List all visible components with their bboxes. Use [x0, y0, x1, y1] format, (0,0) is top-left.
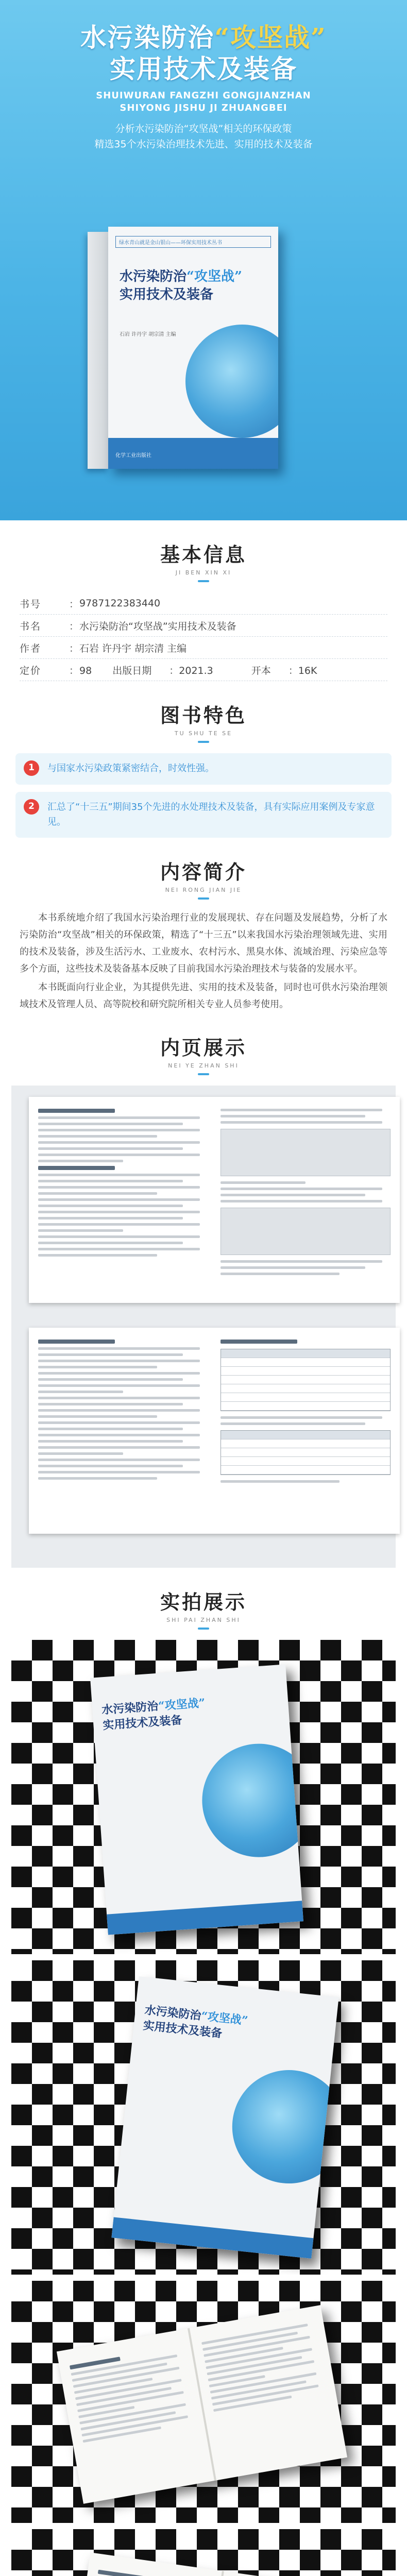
photo-title-line2: 实用技术及装备	[102, 1713, 183, 1732]
photo-book	[111, 1976, 338, 2259]
photo-globe-graphic	[227, 2064, 339, 2189]
photo-book	[90, 1664, 303, 1935]
info-key: 书名	[20, 620, 42, 632]
feature-item	[15, 792, 392, 838]
hero-title-part1: 水污染防治	[80, 22, 215, 53]
photo-open-book	[57, 2305, 347, 2504]
page-right	[221, 1336, 391, 1526]
section-subtitle: JI BEN XIN XI	[175, 569, 232, 576]
section-subtitle: NEI RONG JIAN JIE	[165, 887, 242, 894]
summary-paragraph: 本书既面向行业企业，为其提供先进、实用的技术及装备，同时也可供水污染治理领域技术及管理人员、高等院校和研究院所相关专业人员参考使用。	[20, 982, 387, 1010]
info-row-pricing: 定价 ： 98 出版日期 ：2021.3 开本 ：16K	[20, 659, 387, 681]
hero-pinyin-line1: SHUIWURAN FANGZHI GONGJIANZHAN	[96, 90, 311, 101]
photo-book-front	[11, 1640, 396, 1954]
info-value: 水污染防治“攻坚战”实用技术及装备	[79, 620, 236, 632]
feature-number-badge: 2	[24, 799, 39, 815]
photo-open-book	[69, 2552, 356, 2576]
basic-info-list	[0, 592, 407, 681]
cover-authors: 石岩 许丹宇 胡宗清 主编	[120, 332, 176, 337]
page-spread	[29, 1328, 400, 1534]
hero-title-line2: 实用技术及装备	[110, 54, 297, 84]
photo-book-open	[11, 2281, 396, 2523]
section-divider	[198, 1073, 209, 1075]
summary-body	[0, 910, 407, 1013]
section-subtitle: SHI PAI ZHAN SHI	[166, 1616, 241, 1623]
page-left	[38, 1336, 208, 1526]
page-figure	[221, 1129, 391, 1176]
page-table	[221, 1349, 391, 1411]
photo-title-part1: 水污染防治	[101, 1699, 159, 1717]
feature-number-badge: 1	[24, 760, 39, 776]
hero-banner	[0, 0, 407, 520]
book-spine	[88, 232, 108, 469]
interior-section	[0, 1032, 407, 1568]
cover-title-part1: 水污染防治	[120, 269, 187, 284]
features-header	[0, 700, 407, 743]
section-divider	[198, 897, 209, 900]
hero-desc-line2: 精选35个水污染治理技术先进、实用的技术及装备	[94, 138, 313, 150]
section-divider	[198, 741, 209, 743]
info-row-title: 书名 ： 水污染防治“攻坚战”实用技术及装备	[20, 615, 387, 637]
info-row-author: 作者 ： 石岩 许丹宇 胡宗清 主编	[20, 637, 387, 659]
section-subtitle: NEI YE ZHAN SHI	[168, 1062, 239, 1069]
price-value: 98	[79, 665, 92, 676]
features-list	[0, 753, 407, 838]
page-figure	[221, 1208, 391, 1255]
feature-item	[15, 753, 392, 785]
page-left	[38, 1105, 208, 1295]
hero-title	[0, 0, 407, 84]
hero-desc-line1: 分析水污染防治“攻坚战”相关的环保政策	[115, 123, 292, 134]
basic-info-section	[0, 539, 407, 681]
section-divider	[198, 580, 209, 582]
photos-header	[0, 1586, 407, 1630]
page-spread	[29, 1097, 400, 1303]
basic-info-header	[0, 539, 407, 582]
section-subtitle: TU SHU TE SE	[174, 730, 233, 737]
hero-title-quote: “攻坚战”	[214, 22, 327, 53]
interior-pages-image	[11, 1086, 396, 1568]
photo-gallery	[11, 1640, 396, 2576]
summary-paragraph: 本书系统地介绍了我国水污染治理行业的发展现状、存在问题及发展趋势，分析了水污染防治“攻坚战”相关的环保政策，精选了“十三五”以来我国水污染治理领域先进、实用的技术及装备，涉及生活污水、工业废水、农村污水、黑臭水体、流域治理、污染应急等多个方面，这些技术及装备基本反映了目前我国水污染治理技术与装备的发展水平。	[20, 912, 387, 974]
pubdate-field: 出版日期 ：2021.3	[112, 665, 213, 676]
page-right	[221, 1105, 391, 1295]
summary-section	[0, 856, 407, 1013]
info-value	[79, 663, 387, 677]
info-key: 书号	[20, 598, 42, 610]
section-title: 基本信息	[160, 543, 247, 566]
hero-pinyin	[0, 90, 407, 115]
section-title: 内容简介	[160, 860, 247, 884]
format-label: 开本	[251, 665, 271, 676]
format-field: 开本 ：16K	[251, 665, 317, 676]
cover-title	[120, 268, 242, 304]
summary-header	[0, 856, 407, 900]
photo-bottom-band	[111, 2217, 313, 2259]
interior-header	[0, 1032, 407, 1075]
section-title: 实拍展示	[160, 1590, 247, 1614]
feature-text: 与国家水污染政策紧密结合，时效性强。	[47, 763, 214, 774]
book-cover-image	[72, 227, 314, 495]
cover-publisher: 化学工业出版社	[115, 453, 151, 459]
photo-title-line2: 实用技术及装备	[142, 2019, 223, 2040]
feature-text: 汇总了“十三五”期间35个先进的水处理技术及装备，具有实际应用案例及专家意见。	[47, 801, 375, 827]
section-title: 图书特色	[160, 704, 247, 727]
info-key: 作者	[20, 642, 42, 654]
pubdate-label: 出版日期	[112, 665, 152, 676]
hero-pinyin-line2: SHIYONG JISHU JI ZHUANGBEI	[120, 103, 287, 114]
photo-title-quote: “攻坚战”	[158, 1696, 206, 1713]
info-row-isbn: 书号 ： 9787122383440	[20, 592, 387, 615]
section-divider	[198, 1628, 209, 1630]
info-value: 石岩 许丹宇 胡宗清 主编	[79, 642, 187, 654]
info-value: 9787122383440	[79, 598, 161, 609]
photo-book-title	[101, 1696, 207, 1733]
pubdate-value: 2021.3	[179, 665, 213, 676]
cover-series-label: 绿水青山就是金山银山——环保实用技术丛书	[115, 236, 271, 248]
photo-title-quote: “攻坚战”	[200, 2009, 249, 2028]
photos-section	[0, 1586, 407, 2576]
photo-book-pages	[11, 2529, 396, 2576]
cover-title-quote: “攻坚战”	[186, 269, 242, 284]
cover-title-line2: 实用技术及装备	[120, 287, 214, 303]
photo-bottom-band	[107, 1901, 303, 1935]
photo-book-title	[142, 2003, 248, 2044]
photo-book-angle	[11, 1960, 396, 2275]
cover-globe-graphic	[185, 325, 278, 438]
section-title: 内页展示	[160, 1036, 247, 1059]
features-section	[0, 700, 407, 838]
info-key: 定价	[20, 665, 42, 676]
photo-title-part1: 水污染防治	[144, 2003, 202, 2023]
hero-description	[0, 121, 407, 152]
photo-globe-graphic	[198, 1740, 303, 1861]
format-value: 16K	[298, 665, 317, 676]
book-cover	[108, 227, 278, 469]
page-table	[221, 1430, 391, 1475]
